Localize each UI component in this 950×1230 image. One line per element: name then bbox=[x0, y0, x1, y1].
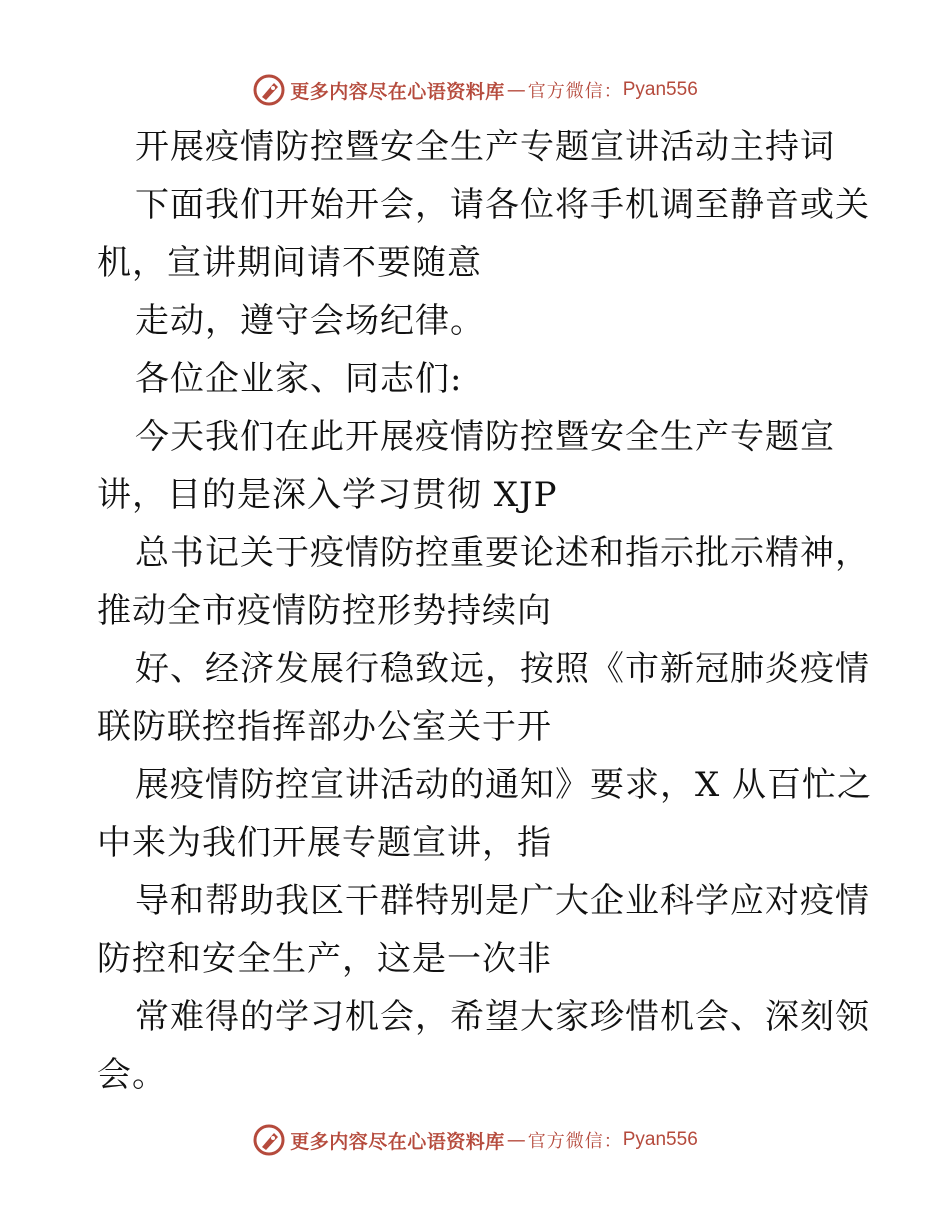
paragraph-line: 展疫情防控宣讲活动的通知》要求，X 从百忙之 bbox=[135, 765, 873, 805]
banner-wechat-label: 官方微信： bbox=[527, 1131, 623, 1152]
pen-nib-logo-icon bbox=[252, 73, 286, 107]
banner-slogan: 更多内容尽在心语资料库 bbox=[290, 80, 505, 103]
banner-slogan: 更多内容尽在心语资料库 bbox=[290, 1130, 505, 1153]
paragraph-line: 讲，目的是深入学习贯彻 XJP bbox=[97, 475, 558, 515]
document-title: 开展疫情防控暨安全生产专题宣讲活动主持词 bbox=[135, 127, 835, 167]
document-body bbox=[97, 118, 873, 1104]
paragraph-line: 防控和安全生产，这是一次非 bbox=[97, 939, 552, 979]
banner-dash: — bbox=[506, 79, 526, 101]
header-banner bbox=[0, 70, 950, 110]
pen-nib-logo-icon bbox=[252, 1123, 286, 1157]
paragraph-line: 中来为我们开展专题宣讲，指 bbox=[97, 823, 552, 863]
paragraph-line: 机，宣讲期间请不要随意 bbox=[97, 243, 482, 283]
banner-wechat-label: 官方微信： bbox=[527, 81, 623, 102]
paragraph-line: 走动，遵守会场纪律。 bbox=[135, 301, 485, 341]
footer-banner bbox=[0, 1120, 950, 1160]
banner-wechat-id: Pyan556 bbox=[622, 1129, 698, 1150]
paragraph-line: 联防联控指挥部办公室关于开 bbox=[97, 707, 552, 747]
paragraph-line: 今天我们在此开展疫情防控暨安全生产专题宣 bbox=[135, 417, 835, 457]
banner-dash: — bbox=[506, 1129, 526, 1151]
paragraph-line: 推动全市疫情防控形势持续向 bbox=[97, 591, 552, 631]
banner-wechat-id: Pyan556 bbox=[622, 79, 698, 100]
paragraph-line: 导和帮助我区干群特别是广大企业科学应对疫情 bbox=[135, 881, 870, 921]
paragraph-line: 各位企业家、同志们: bbox=[135, 359, 463, 399]
paragraph-line: 会。 bbox=[97, 1055, 167, 1095]
paragraph-line: 好、经济发展行稳致远，按照《市新冠肺炎疫情 bbox=[135, 649, 870, 689]
paragraph-line: 总书记关于疫情防控重要论述和指示批示精神， bbox=[135, 533, 870, 573]
paragraph-line: 常难得的学习机会，希望大家珍惜机会、深刻领 bbox=[135, 997, 870, 1037]
paragraph-line: 下面我们开始开会，请各位将手机调至静音或关 bbox=[135, 185, 870, 225]
